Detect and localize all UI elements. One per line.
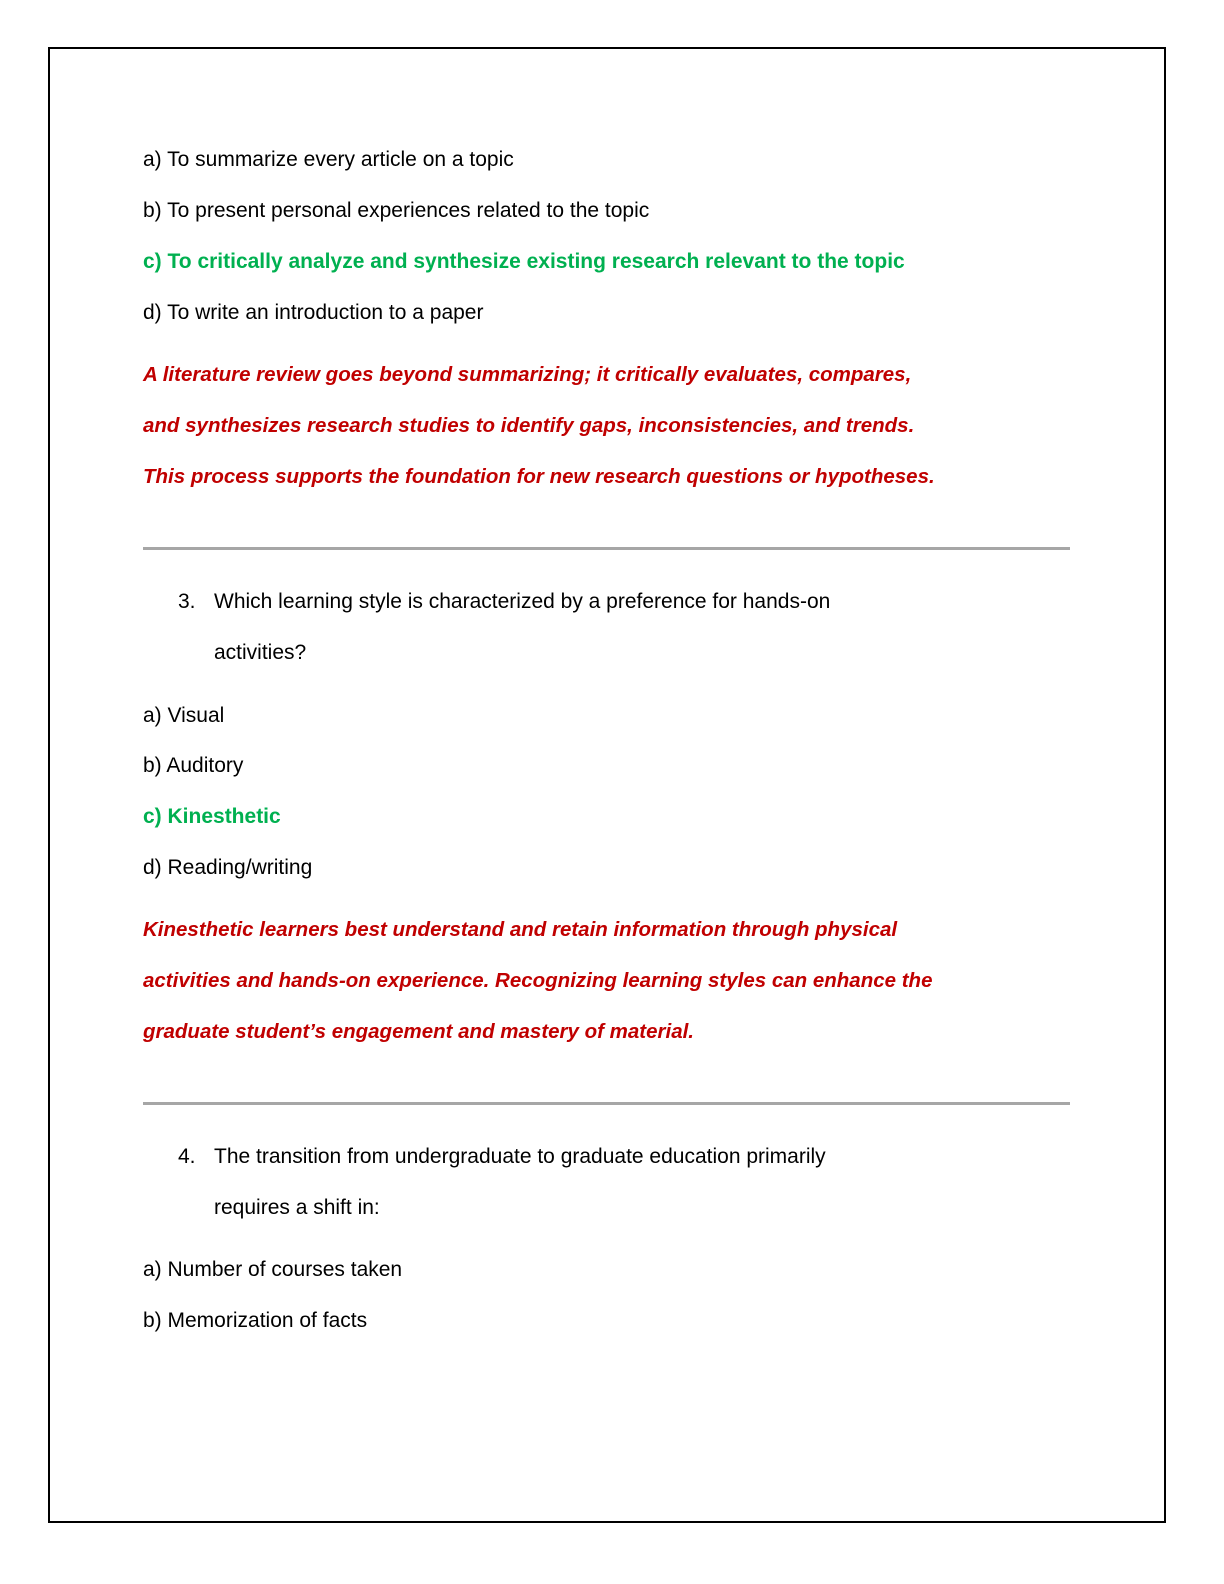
q4-option-a: a) Number of courses taken — [143, 1258, 403, 1281]
q3-option-c-correct: c) Kinesthetic — [143, 805, 281, 828]
q3-option-a: a) Visual — [143, 704, 225, 727]
q4-question — [178, 1144, 826, 1170]
q3-number: 3. — [178, 590, 196, 613]
q4-option-b: b) Memorization of facts — [143, 1309, 368, 1332]
q2-explanation-line: and synthesizes research studies to identify gaps, inconsistencies, and trends. — [143, 414, 915, 437]
q4-question-text: The transition from undergraduate to graduate education primarily — [214, 1145, 826, 1168]
q3-option-d: d) Reading/writing — [143, 856, 313, 879]
q2-option-d: d) To write an introduction to a paper — [143, 301, 484, 324]
q3-option-b: b) Auditory — [143, 754, 244, 777]
q3-explanation-line: Kinesthetic learners best understand and retain information through physical — [143, 918, 898, 941]
q3-question — [178, 589, 830, 615]
q3-explanation-line: activities and hands-on experience. Recognizing learning styles can enhance the — [143, 969, 933, 992]
divider — [143, 547, 1070, 550]
q2-explanation-line: This process supports the foundation for new research questions or hypotheses. — [143, 465, 935, 488]
q3-explanation-line: graduate student’s engagement and mastery of material. — [143, 1020, 694, 1043]
divider — [143, 1102, 1070, 1105]
q4-number: 4. — [178, 1145, 196, 1168]
q3-question-text: Which learning style is characterized by a preference for hands-on — [214, 590, 831, 613]
q4-question-cont: requires a shift in: — [214, 1196, 380, 1219]
q2-option-b: b) To present personal experiences related to the topic — [143, 199, 650, 222]
q2-explanation-line: A literature review goes beyond summarizing; it critically evaluates, compares, — [143, 363, 912, 386]
q2-option-c-correct: c) To critically analyze and synthesize existing research relevant to the topic — [143, 250, 905, 273]
q2-option-a: a) To summarize every article on a topic — [143, 148, 514, 171]
q3-question-cont: activities? — [214, 641, 307, 664]
